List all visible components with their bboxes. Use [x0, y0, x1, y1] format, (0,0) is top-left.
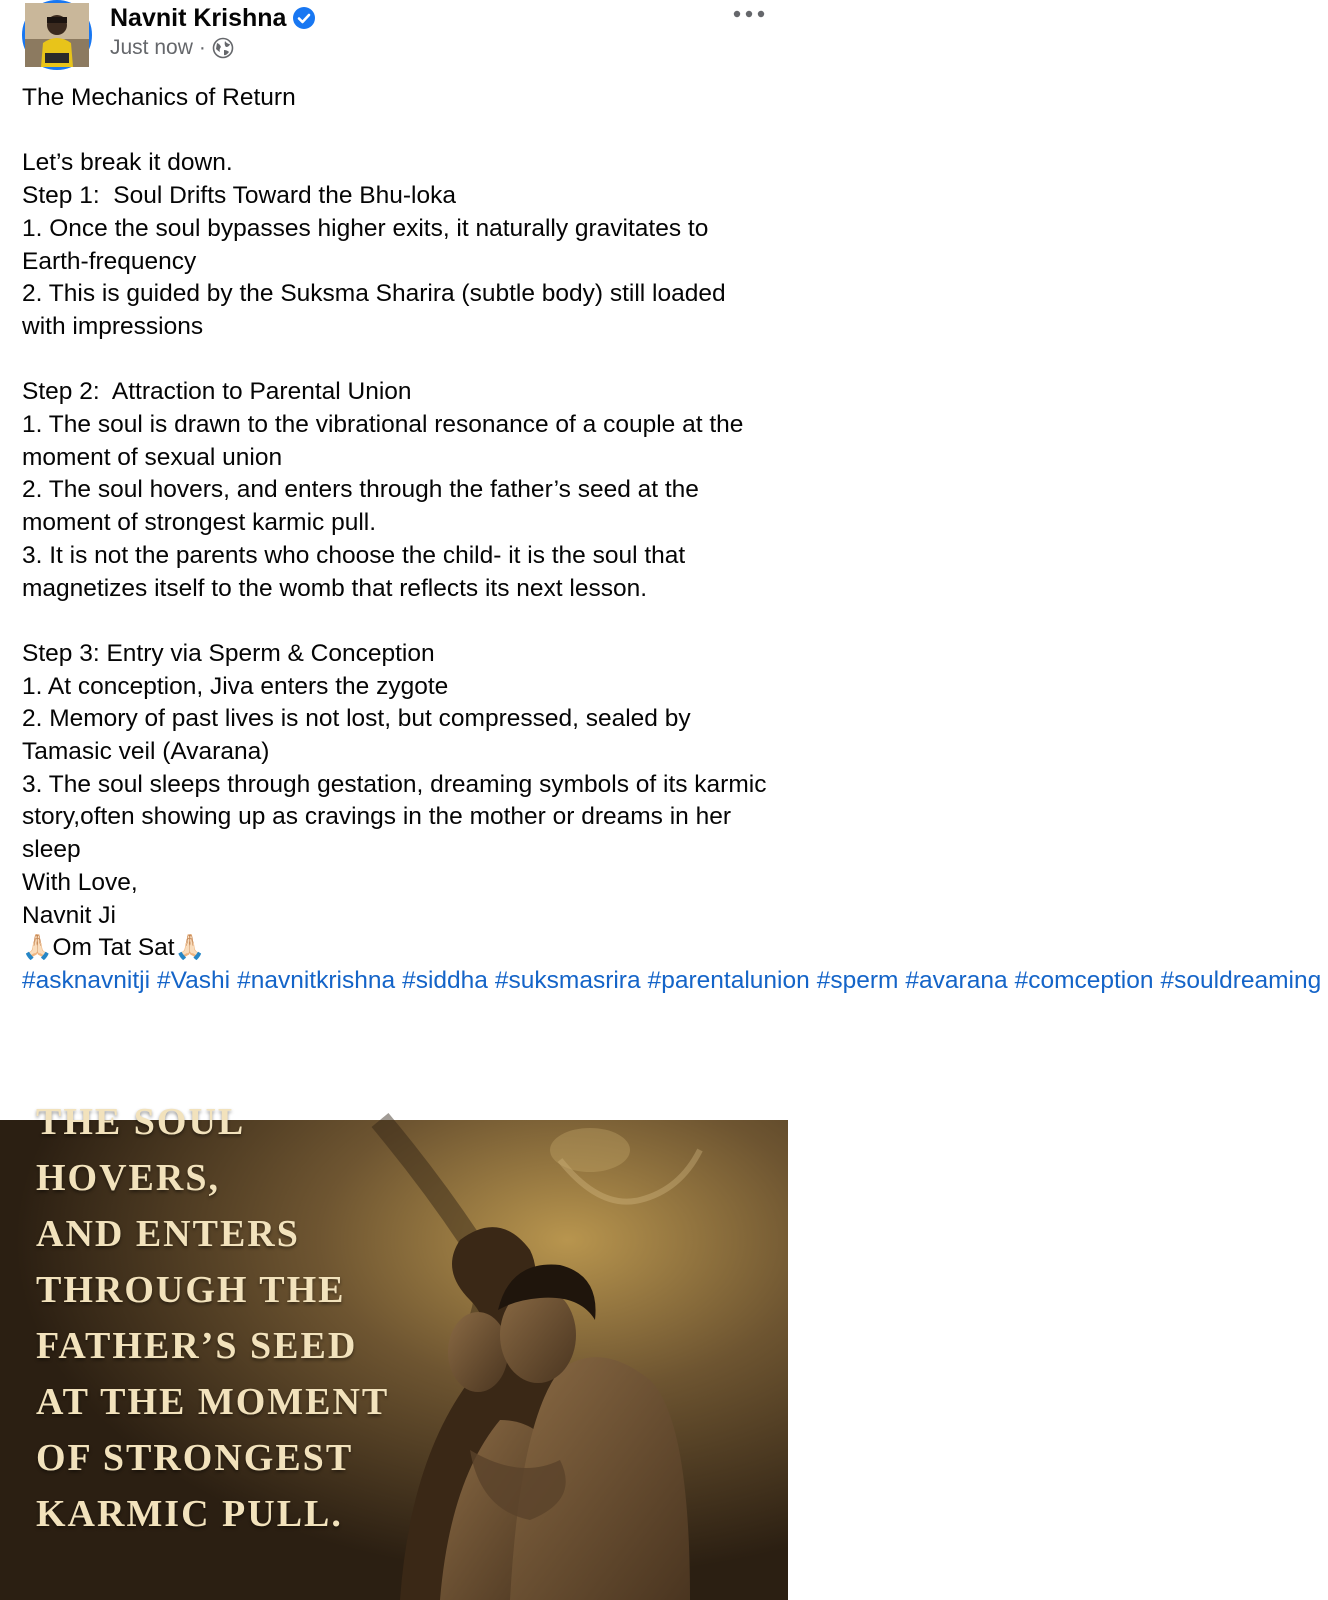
post-line: Navnit Ji [22, 901, 116, 929]
post-line: 3. It is not the parents who choose the child- it is the soul that magnetizes itself to the womb that reflects its next lesson. [22, 541, 693, 602]
hashtag-link[interactable]: #avarana [905, 966, 1008, 994]
post-text [22, 82, 1322, 998]
hashtag-link[interactable]: #sperm [816, 966, 899, 994]
author-avatar[interactable] [22, 0, 92, 70]
post-line: The Mechanics of Return [22, 84, 296, 111]
post-line [22, 344, 772, 377]
verified-badge-icon [292, 6, 316, 30]
post-line: Let’s break it down. [22, 149, 233, 177]
post-line: 2. The soul hovers, and enters through the father’s seed at the moment of strongest karmic pull. [22, 476, 706, 537]
caption-line: AT THE MOMENT [36, 1381, 390, 1423]
more-options-icon[interactable] [732, 6, 766, 22]
caption-line: AND ENTERS [36, 1213, 300, 1255]
post-line: 1. Once the soul bypasses higher exits, it naturally gravitates to Earth-frequency [22, 214, 716, 275]
post-meta [110, 36, 234, 60]
post-header [0, 0, 788, 80]
caption-line: FATHER’S SEED [36, 1325, 358, 1367]
post-line: Step 1: Soul Drifts Toward the Bhu-loka [22, 182, 456, 210]
hashtag-link[interactable]: #souldreaming [1160, 966, 1322, 994]
hashtag-link[interactable]: #parentalunion [647, 966, 810, 994]
post-line: 2. Memory of past lives is not lost, but compressed, sealed by Tamasic veil (Avarana) [22, 705, 697, 766]
globe-icon[interactable] [212, 37, 234, 59]
caption-line: OF STRONGEST [36, 1437, 354, 1479]
post-line [22, 605, 772, 638]
post-line: 1. The soul is drawn to the vibrational resonance of a couple at the moment of sexual union [22, 411, 751, 471]
author-name[interactable]: Navnit Krishna [110, 3, 287, 32]
hashtag-link[interactable]: #navnitkrishna [237, 966, 396, 994]
post-timestamp[interactable]: Just now [110, 36, 193, 59]
post-line: 1. At conception, Jiva enters the zygote [22, 672, 449, 700]
post-line: 2. This is guided by the Suksma Sharira (subtle body) still loaded with impressions [22, 280, 733, 340]
post-image[interactable] [0, 1101, 788, 1600]
image-caption-text [36, 1094, 389, 1542]
hashtag-link[interactable]: #comception [1014, 966, 1154, 994]
post-line [22, 115, 772, 148]
hashtag-link[interactable]: #suksmasrira [494, 966, 641, 994]
caption-line: KARMIC PULL. [36, 1493, 343, 1535]
post-line: 🙏🏻Om Tat Sat🙏🏻 [22, 934, 206, 962]
post-line: Step 2: Attraction to Parental Union [22, 378, 412, 406]
meta-separator: · [198, 36, 206, 59]
post-line: With Love, [22, 868, 138, 896]
hashtag-list [22, 965, 1322, 998]
hashtag-link[interactable]: #asknavnitji [22, 966, 151, 994]
caption-line: HOVERS, [36, 1157, 220, 1199]
caption-line: THROUGH THE [36, 1269, 346, 1311]
person-avatar-icon [25, 3, 89, 67]
post-line: Step 3: Entry via Sperm & Conception [22, 639, 435, 667]
caption-line: THE SOUL [36, 1101, 246, 1143]
hashtag-link[interactable]: #Vashi [157, 966, 231, 994]
hashtag-link[interactable]: #siddha [402, 966, 488, 994]
author-row [110, 2, 316, 34]
post-line: 3. The soul sleeps through gestation, dreaming symbols of its karmic story,often showing up as cravings in the mother or dreams in her sleep [22, 770, 774, 864]
